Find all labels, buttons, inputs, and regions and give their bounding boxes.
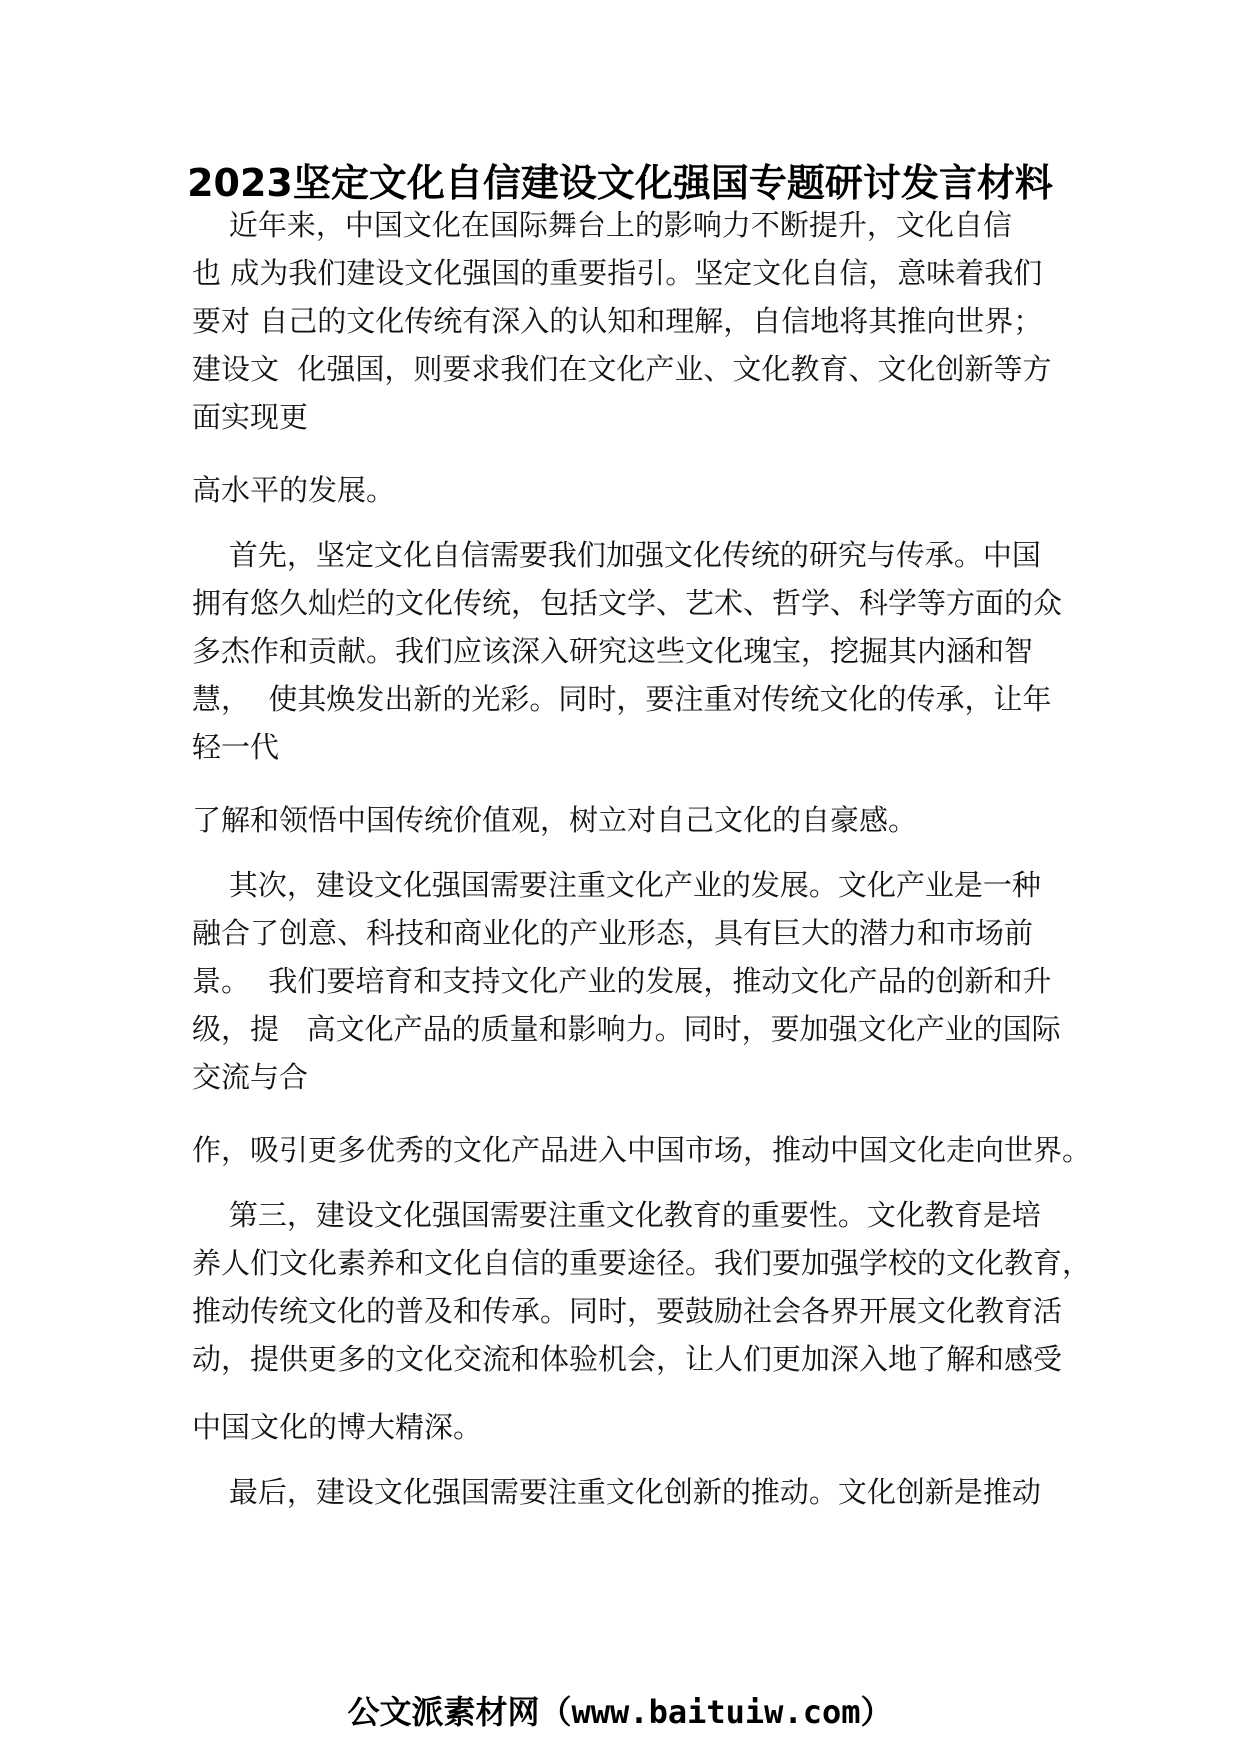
body-line: 第三，建设文化强国需要注重文化教育的重要性。文化教育是培 [192, 1198, 1041, 1232]
body-line: 推动传统文化的普及和传承。同时，要鼓励社会各界开展文化教育活 [192, 1294, 1063, 1328]
body-line: 养人们文化素养和文化自信的重要途径。我们要加强学校的文化教育， [192, 1246, 1092, 1280]
body-line: 其次，建设文化强国需要注重文化产业的发展。文化产业是一种 [192, 868, 1041, 902]
body-line: 也 成为我们建设文化强国的重要指引。坚定文化自信，意味着我们 [192, 256, 1043, 290]
body-line: 面实现更 [192, 400, 309, 434]
body-line: 级，提 高文化产品的质量和影响力。同时，要加强文化产业的国际 [192, 1012, 1061, 1046]
body-line: 要对 自己的文化传统有深入的认知和理解，自信地将其推向世界； [192, 304, 1043, 338]
body-line: 最后，建设文化强国需要注重文化创新的推动。文化创新是推动 [192, 1475, 1041, 1509]
body-line: 建设文 化强国，则要求我们在文化产业、文化教育、文化创新等方 [192, 352, 1052, 386]
footer-site-name: 公文派素材网 [347, 1693, 540, 1731]
footer-open-paren: （ [539, 1693, 572, 1731]
body-line: 融合了创意、科技和商业化的产业形态，具有巨大的潜力和市场前 [192, 916, 1034, 950]
body-line: 交流与合 [192, 1060, 309, 1094]
body-line: 近年来，中国文化在国际舞台上的影响力不断提升，文化自信 [192, 208, 1012, 242]
footer-watermark [0, 1690, 1240, 1734]
footer-url: www.baituiw.com [571, 1693, 861, 1731]
document-title: 2023坚定文化自信建设文化强国专题研讨发言材料 [187, 161, 1053, 205]
body-line: 慧， 使其焕发出新的光彩。同时，要注重对传统文化的传承，让年 [192, 682, 1052, 716]
body-line: 高水平的发展。 [192, 473, 396, 507]
body-line: 拥有悠久灿烂的文化传统，包括文学、艺术、哲学、科学等方面的众 [192, 586, 1063, 620]
body-line: 景。 我们要培育和支持文化产业的发展，推动文化产品的创新和升 [192, 964, 1052, 998]
body-line: 首先，坚定文化自信需要我们加强文化传统的研究与传承。中国 [192, 538, 1041, 572]
body-line: 了解和领悟中国传统价值观，树立对自己文化的自豪感。 [192, 803, 918, 837]
body-line: 中国文化的博大精深。 [192, 1410, 483, 1444]
body-line: 多杰作和贡献。我们应该深入研究这些文化瑰宝，挖掘其内涵和智 [192, 634, 1034, 668]
body-line: 作，吸引更多优秀的文化产品进入中国市场，推动中国文化走向世界。 [192, 1133, 1092, 1167]
body-line: 动，提供更多的文化交流和体验机会，让人们更加深入地了解和感受 [192, 1342, 1063, 1376]
footer-close-paren: ） [860, 1693, 893, 1731]
body-line: 轻一代 [192, 730, 280, 764]
